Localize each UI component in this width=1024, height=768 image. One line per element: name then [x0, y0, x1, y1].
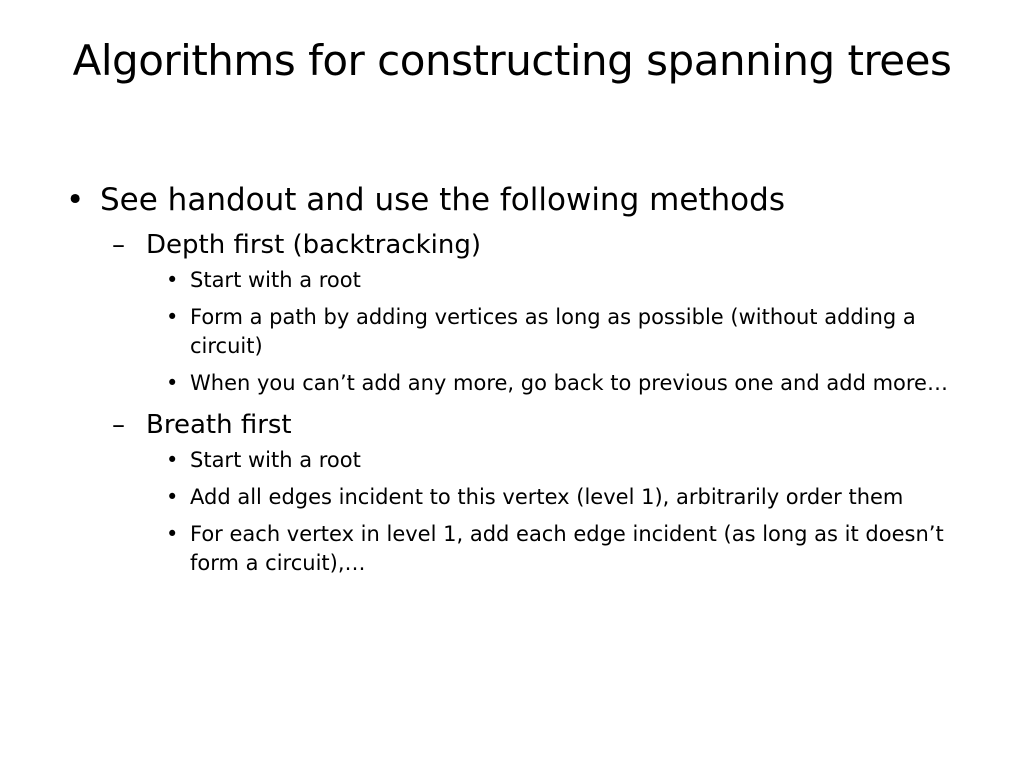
bullet-text: See handout and use the following methods	[100, 182, 785, 218]
bullet-level3	[0, 446, 1024, 475]
bullet-level3	[0, 369, 1024, 398]
bullet-level2-breath-first	[0, 406, 1024, 444]
bullet-level1	[0, 178, 1024, 222]
bullet-marker: •	[166, 371, 179, 395]
bullet-marker: •	[166, 305, 179, 329]
bullet-marker: •	[166, 522, 179, 546]
bullet-text: When you can’t add any more, go back to previous one and add more…	[190, 371, 948, 395]
bullet-text: Depth first (backtracking)	[146, 230, 481, 260]
bullet-text: Add all edges incident to this vertex (level 1), arbitrarily order them	[190, 485, 904, 509]
slide-title: Algorithms for constructing spanning trees	[72, 36, 952, 85]
dash-marker: –	[112, 410, 125, 440]
bullet-level2-depth-first	[0, 226, 1024, 264]
bullet-text: Breath first	[146, 410, 292, 440]
bullet-text: Form a path by adding vertices as long as possible (without adding a circuit)	[190, 305, 916, 358]
slide-content	[0, 178, 1024, 586]
bullet-marker: •	[66, 182, 85, 218]
bullet-marker: •	[166, 448, 179, 472]
bullet-level3	[0, 303, 1024, 361]
dash-marker: –	[112, 230, 125, 260]
bullet-text: Start with a root	[190, 448, 361, 472]
bullet-marker: •	[166, 268, 179, 292]
bullet-text: Start with a root	[190, 268, 361, 292]
bullet-level3	[0, 266, 1024, 295]
bullet-level3	[0, 520, 1024, 578]
bullet-marker: •	[166, 485, 179, 509]
bullet-text: For each vertex in level 1, add each edge incident (as long as it doesn’t form a circuit),…	[190, 522, 944, 575]
bullet-level3	[0, 483, 1024, 512]
